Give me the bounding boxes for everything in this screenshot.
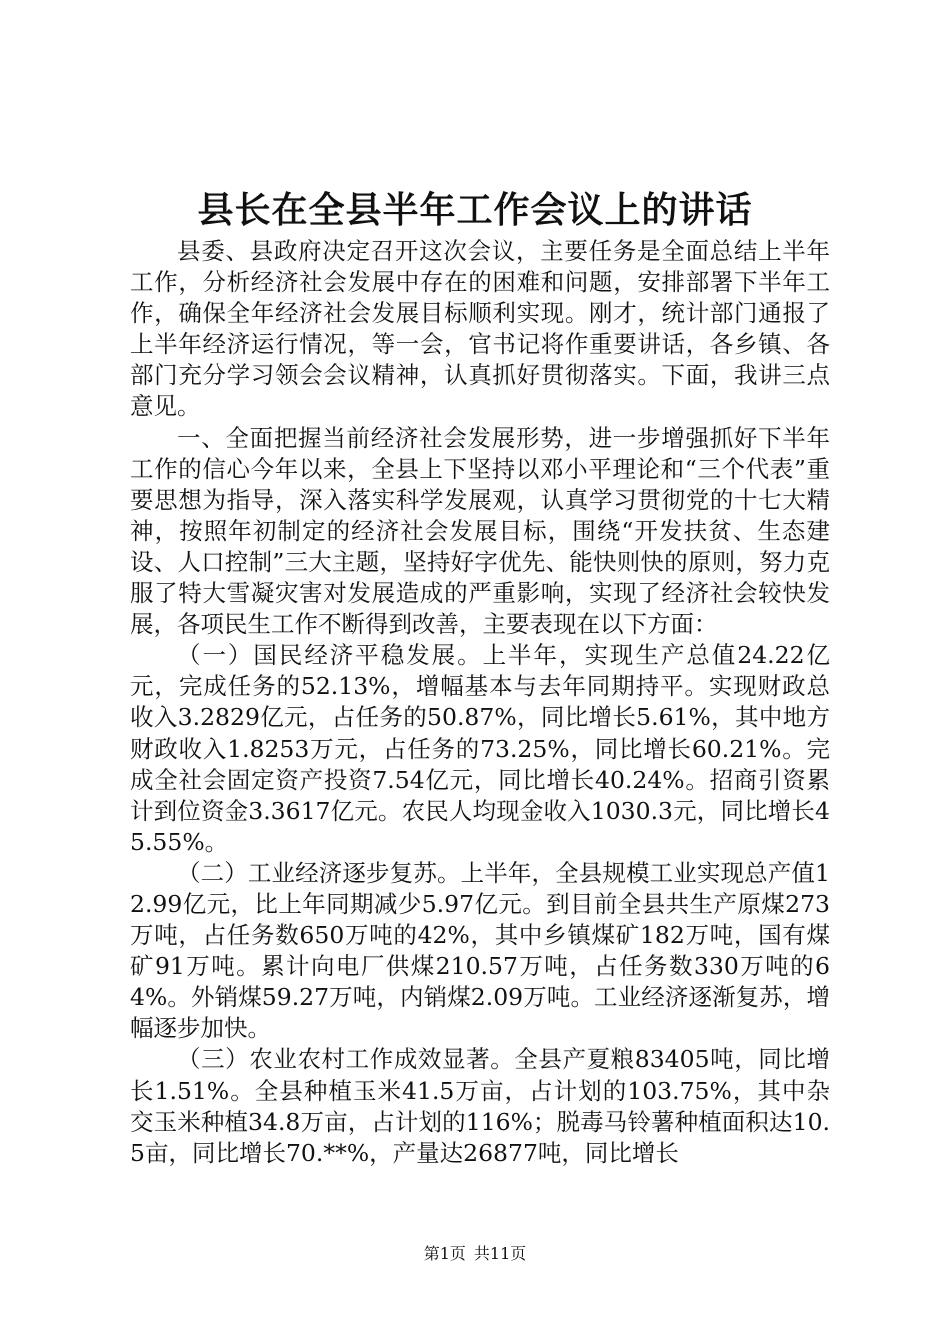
page-number: 第1页 <box>423 1244 466 1263</box>
paragraph-section-one: 一、全面把握当前经济社会发展形势，进一步增强抓好下半年工作的信心今年以来，全县上下坚持以邓小平理论和“三个代表”重要思想为指导，深入落实科学发展观，认真学习贯彻党的十七大精神，按照年初制定的经济社会发展目标，围绕“开发扶贫、生态建设、人口控制”三大主题，坚持好字优先、能快则快的原则，努力克服了特大雪凝灾害对发展造成的严重影响，实现了经济社会较快发展，各项民生工作不断得到改善，主要表现在以下方面： <box>130 423 830 639</box>
paragraph-industry: （二）工业经济逐步复苏。上半年，全县规模工业实现总产值12.99亿元，比上年同期减少5.97亿元。到目前全县共生产原煤273万吨，占任务数650万吨的42%，其中乡镇煤矿182万吨，国有煤矿91万吨。累计向电厂供煤210.57万吨，占任务数330万吨的64%。外销煤59.27万吨，内销煤2.09万吨。工业经济逐渐复苏，增幅逐步加快。 <box>130 858 830 1043</box>
page-total: 共11页 <box>473 1244 527 1263</box>
paragraph-agriculture: （三）农业农村工作成效显著。全县产夏粮83405吨，同比增长1.51%。全县种植玉米41.5万亩，占计划的103.75%，其中杂交玉米种植34.8万亩，占计划的116%；脱毒马铃薯种植面积达10.5亩，同比增长70.**%，产量达26877吨，同比增长 <box>130 1045 830 1167</box>
page-footer <box>0 1243 950 1265</box>
paragraph-economy: （一）国民经济平稳发展。上半年，实现生产总值24.22亿元，完成任务的52.13%，增幅基本与去年同期持平。实现财政总收入3.2829亿元，占任务的50.87%，同比增长5.61%，其中地方财政收入1.8253万元，占任务的73.25%，同比增长60.21%。完成全社会固定资产投资7.54亿元，同比增长40.24%。招商引资累计到位资金3.3617亿元。农民人均现金收入1030.3元，同比增长45.55%。 <box>130 641 830 856</box>
document-title: 县长在全县半年工作会议上的讲话 <box>197 189 753 231</box>
document-body <box>130 236 830 1169</box>
paragraph-intro: 县委、县政府决定召开这次会议，主要任务是全面总结上半年工作，分析经济社会发展中存在的困难和问题，安排部署下半年工作，确保全年经济社会发展目标顺利实现。刚才，统计部门通报了上半年经济运行情况，等一会，官书记将作重要讲话，各乡镇、各部门充分学习领会会议精神，认真抓好贯彻落实。下面，我讲三点意见。 <box>130 237 830 421</box>
